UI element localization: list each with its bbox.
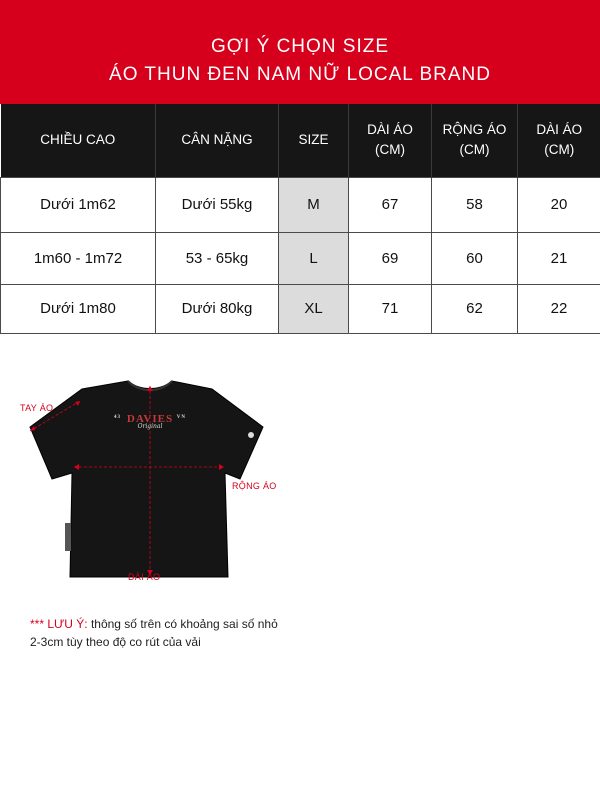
length-label: DÀI ÁO — [128, 572, 161, 582]
cell-height: 1m60 - 1m72 — [1, 232, 156, 284]
cell-length: 67 — [349, 177, 432, 232]
cell-sleeve-length: 20 — [518, 177, 600, 232]
brand-script: Original — [137, 423, 163, 430]
header-title-line1: GỢI Ý CHỌN SIZE — [210, 36, 390, 57]
cell-weight: 53 - 65kg — [156, 232, 279, 284]
brand-left-number: 43 — [114, 415, 121, 420]
cell-length: 71 — [349, 284, 432, 333]
cell-size: M — [279, 177, 349, 232]
table-row — [1, 284, 600, 333]
header-width: RỘNG ÁO (CM) — [432, 104, 518, 177]
cell-width: 58 — [432, 177, 518, 232]
cell-sleeve-length: 21 — [518, 232, 600, 284]
size-note — [30, 615, 280, 651]
brand-right-code: VN — [176, 415, 186, 420]
cell-height: Dưới 1m80 — [1, 284, 156, 333]
size-table — [0, 104, 600, 334]
brand-name: DAVIES — [126, 413, 174, 425]
header-title-line2: ÁO THUN ĐEN NAM NỮ LOCAL BRAND — [109, 64, 491, 85]
cell-width: 60 — [432, 232, 518, 284]
header-height: CHIỀU CAO — [1, 104, 156, 177]
cell-size: XL — [279, 284, 349, 333]
sleeve-label: TAY ÁO — [20, 403, 54, 413]
brand-print — [116, 413, 184, 430]
tshirt-measurement-diagram — [0, 355, 300, 595]
table-row — [1, 232, 600, 284]
cell-height: Dưới 1m62 — [1, 177, 156, 232]
table-row — [1, 177, 600, 232]
cell-length: 69 — [349, 232, 432, 284]
cell-weight: Dưới 80kg — [156, 284, 279, 333]
cell-weight: Dưới 55kg — [156, 177, 279, 232]
side-tag-icon — [65, 523, 71, 551]
size-table-header-row — [1, 104, 600, 177]
header-sleeve-length: DÀI ÁO (CM) — [518, 104, 600, 177]
header-weight: CÂN NẶNG — [156, 104, 279, 177]
header-size: SIZE — [279, 104, 349, 177]
header-banner — [0, 0, 600, 104]
sleeve-logo-icon — [248, 432, 254, 438]
tshirt-illustration — [0, 355, 300, 595]
cell-width: 62 — [432, 284, 518, 333]
header-length: DÀI ÁO (CM) — [349, 104, 432, 177]
width-label: RỘNG ÁO — [232, 481, 277, 491]
note-prefix: *** LƯU Ý: — [30, 617, 88, 631]
cell-sleeve-length: 22 — [518, 284, 600, 333]
note-text: thông số trên có khoảng sai số nhỏ 2-3cm tùy theo độ co rút của vải — [30, 617, 278, 649]
cell-size: L — [279, 232, 349, 284]
